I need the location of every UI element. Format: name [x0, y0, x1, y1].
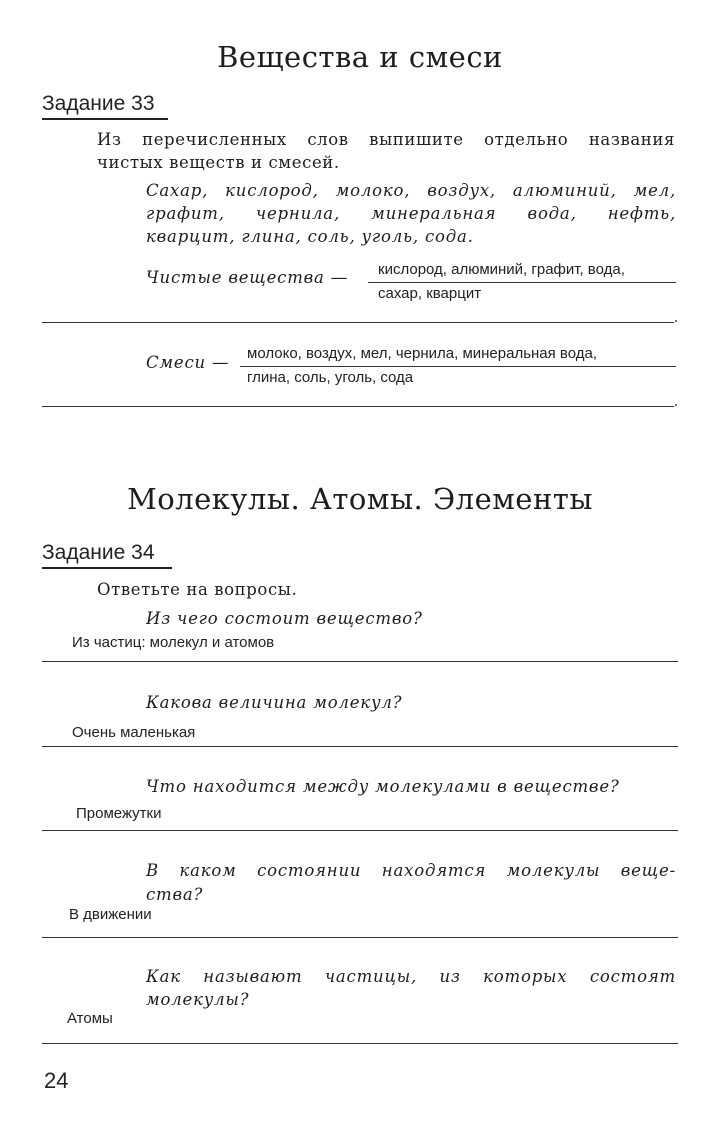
question-text: Из чего состоит вещество?	[146, 609, 423, 628]
instruction-line: чистых веществ и смесей.	[97, 153, 340, 172]
question-text: ства?	[146, 885, 204, 904]
word-list-line: графит, чернила, минеральная вода, нефть,	[146, 204, 676, 223]
word-list-line: Сахар, кислород, молоко, воздух, алюминий, мел,	[146, 181, 676, 200]
question-text: Как называют частицы, из которых состоят	[146, 967, 676, 986]
answer-line-end-dot	[675, 404, 677, 406]
pure-substances-label: Чистые вещества —	[146, 268, 349, 287]
answer-line	[42, 661, 678, 662]
question-answer: Промежутки	[76, 805, 162, 822]
question-answer: Очень маленькая	[72, 724, 196, 741]
question-text: молекулы?	[146, 990, 250, 1009]
question-answer: Атомы	[67, 1010, 113, 1027]
mixtures-answer: глина, соль, уголь, сода	[247, 369, 414, 386]
answer-line	[42, 322, 674, 323]
answer-line	[42, 1043, 678, 1044]
mixtures-answer: молоко, воздух, мел, чернила, минеральная вода,	[247, 345, 598, 362]
section-title-molecules: Молекулы. Атомы. Элементы	[127, 482, 593, 516]
pure-substances-answer: сахар, кварцит	[378, 285, 482, 302]
question-answer: Из частиц: молекул и атомов	[72, 634, 275, 651]
answer-line	[240, 366, 676, 367]
pure-substances-answer: кислород, алюминий, графит, вода,	[378, 261, 625, 278]
task-label-34: Задание 34	[42, 541, 155, 564]
word-list-line: кварцит, глина, соль, уголь, сода.	[146, 227, 474, 246]
question-answer: В движении	[69, 906, 152, 923]
answer-line	[42, 830, 678, 831]
answer-line	[368, 282, 676, 283]
section-title-substances: Вещества и смеси	[217, 40, 503, 74]
answer-line	[42, 406, 674, 407]
task-label-underline	[42, 118, 168, 120]
question-text: Что находится между молекулами в веществе?	[146, 777, 620, 796]
task-label-underline	[42, 567, 172, 569]
page-number: 24	[44, 1068, 69, 1093]
mixtures-label: Смеси —	[146, 353, 230, 372]
answer-line	[42, 937, 678, 938]
instruction-line: Из перечисленных слов выпишите отдельно названия	[97, 130, 675, 149]
question-text: В каком состоянии находятся молекулы веще-	[146, 861, 676, 880]
answer-line	[42, 746, 678, 747]
task-label-33: Задание 33	[42, 92, 155, 115]
instruction-line: Ответьте на вопросы.	[97, 580, 298, 599]
question-text: Какова величина молекул?	[146, 693, 403, 712]
answer-line-end-dot	[675, 320, 677, 322]
